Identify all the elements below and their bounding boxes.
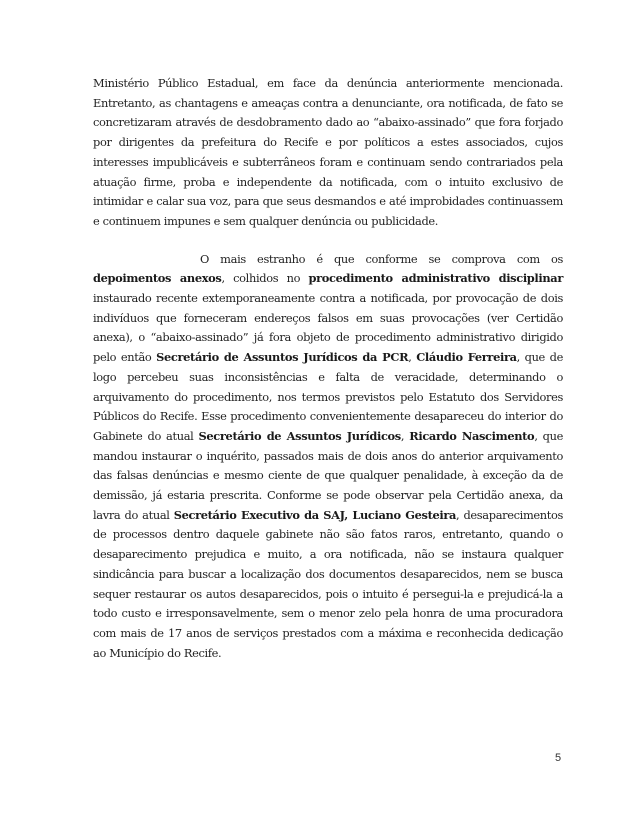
page-number: 5 [555, 752, 562, 764]
document-body [93, 74, 563, 663]
bold-ricardo-nascimento: Ricardo Nascimento [409, 428, 535, 443]
bold-secretario-executivo-saj: Secretário Executivo da SAJ, Luciano Gesteira [173, 507, 457, 522]
bold-depoimentos-anexos: depoimentos anexos [93, 271, 222, 286]
paragraph-2-text: O mais estranho é que conforme se comprova com os [200, 251, 563, 266]
paragraph-2-text: , desaparecimentos de processos dentro daquele gabinete não são fatos raros, entretanto, quando o desaparecimento prejudica e muito, a ora notificada, não se instaura qualquer sindicância para buscar a localização dos documentos desaparecidos, nem se busca sequer restaurar os autos desaparecidos, pois o intuito é persegui-la e prejudicá-la a todo custo e irresponsavelmente, sem o menor zelo pela honra de uma procuradora com mais de 17 anos de serviços prestados com a máxima e reconhecida dedicação ao Município do Recife. [93, 507, 563, 660]
paragraph-2-text: , [400, 428, 410, 443]
bold-secretario-pcr: Secretário de Assuntos Jurídicos da PCR [156, 350, 409, 365]
paragraph-2-text: , colhidos no [221, 271, 309, 286]
bold-procedimento-disciplinar: procedimento administrativo disciplinar [308, 271, 563, 286]
paragraph-2-text: , [408, 350, 417, 365]
paragraph-1: Ministério Público Estadual, em face da denúncia anteriormente mencionada. Entretanto, as chantagens e ameaças contra a denunciante, ora notificada, de fato se concretizaram através de desdobramento dado ao “abaixo-assinado” que fora forjado por dirigentes da prefeitura do Recife e por políticos a estes associados, cujos interesses impublicáveis e subterrâneos foram e continuam sendo contrariados pela atuação firme, proba e independente da notificada, com o intuito exclusivo de intimidar e calar sua voz, para que seus desmandos e até improbidades continuassem e continuem impunes e sem qualquer denúncia ou publicidade. [93, 76, 563, 228]
paragraph-2-text: , que de logo percebeu suas inconsistências e falta de veracidade, determinando o arquivamento do procedimento, nos termos previstos pelo Estatuto dos Servidores Públicos do Recife. Esse procedimento convenientemente desapareceu do interior do Gabinete do atual [93, 350, 564, 443]
paragraph-2-text: instaurado recente extemporaneamente contra a notificada, por provocação de dois indivíduos que forneceram endereços falsos em suas provocações (ver Certidão anexa), o “abaixo-assinado” já fora objeto de procedimento administrativo dirigido pelo então [93, 291, 563, 365]
bold-claudio-ferreira: Cláudio Ferreira [416, 350, 517, 365]
paragraph-2-text: , que mandou instaurar o inquérito, passados mais de dois anos do anterior arquivamento das falsas denúncias e mesmo ciente de que qualquer penalidade, à exceção da de demissão, já estaria prescrita. Conforme se pode observar pela Certidão anexa, da lavra do atual [93, 428, 563, 522]
bold-secretario-assuntos-juridicos: Secretário de Assuntos Jurídicos [198, 428, 401, 443]
paragraph-2 [93, 250, 563, 664]
